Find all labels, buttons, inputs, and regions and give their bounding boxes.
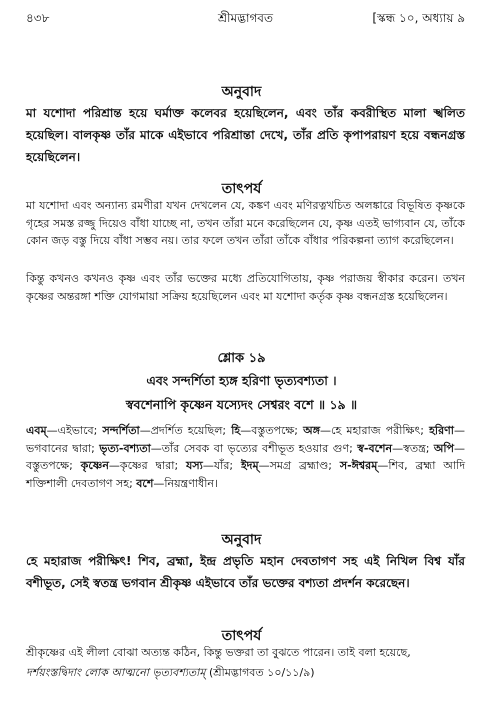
synonym-meaning: তাঁর সেবক বা ভৃত্যের বশীভূত হওয়ার গুণ; bbox=[161, 441, 358, 455]
synonym-word: ভৃত্য-বশ্যতা bbox=[99, 441, 151, 455]
synonym-meaning: হে মহারাজ পরীক্ষিৎ; bbox=[331, 424, 430, 437]
purport-2-quote: দর্শয়ংস্তদ্বিদাং লোক আত্মনো ভৃত্যবশ্যতাম্ bbox=[26, 666, 206, 679]
purport-2-heading: তাৎপর্য bbox=[221, 628, 262, 644]
verse-line-2: স্ববশেনাপি কৃষ্ণেন যস্যেদং সেশ্বরং বশে ॥ ১৯ ॥ bbox=[125, 397, 358, 412]
synonym-word: বশে bbox=[136, 476, 154, 490]
translation-2-heading: অনুবাদ bbox=[221, 532, 262, 548]
synonym-word: স্ব-বশেন bbox=[357, 441, 393, 455]
synonym-meaning: প্রদর্শিত হয়েছিল; bbox=[150, 424, 232, 437]
verse-number: শ্লোক ১৯ bbox=[217, 351, 266, 366]
translation-2-text: হে মহারাজ পরীক্ষিৎ! শিব, ব্রহ্মা, ইন্দ্র প্রভৃতি মহান দেবতাগণ সহ এই নিখিল বিশ্ব যাঁর বশীভূত, সেই স্বতন্ত্র ভগবান শ্রীকৃষ্ণ এইভাবে তাঁর ভক্তের বশ্যতা প্রদর্শন করেছেন। bbox=[26, 554, 465, 590]
synonym-word: অপি bbox=[433, 441, 454, 455]
purport-paragraph-2: কিন্তু কখনও কখনও কৃষ্ণ এবং তাঁর ভক্তের মধ্যে প্রতিযোগিতায়, কৃষ্ণ পরাজয় স্বীকার করেন। তখন কৃষ্ণের অন্তরঙ্গা শক্তি যোগমায়া সক্রিয় হয়েছিলেন এবং মা যশোদা কর্তৃক কৃষ্ণ বন্ধনগ্রস্ত হয়েছিলেন। bbox=[26, 272, 465, 303]
translation-heading: অনুবাদ bbox=[221, 84, 262, 100]
synonym-word: ইদম্ bbox=[240, 459, 259, 472]
synonym-word: অঙ্গ bbox=[303, 424, 320, 437]
synonym-meaning: বস্তুতপক্ষে; bbox=[26, 459, 81, 472]
synonym-meaning: বস্তুতপক্ষে; bbox=[251, 424, 304, 437]
synonym-meaning: স্বতন্ত্র; bbox=[403, 441, 434, 455]
synonym-meaning: সমগ্র ব্রহ্মাণ্ড; bbox=[269, 459, 340, 472]
page-number: ৪৩৮ bbox=[26, 11, 50, 25]
translation-text: মা যশোদা পরিশ্রান্ত হয়ে ঘর্মাক্ত কলেবর হয়েছিলেন, এবং তাঁর কবরীস্থিত মালা স্খলিত হয়েছিল। বালকৃষ্ণ তাঁর মাকে এইভাবে পরিশ্রান্তা দেখে, তাঁর প্রতি কৃপাপরায়ণ হয়ে বন্ধনগ্রস্ত হয়েছিলেন। bbox=[26, 106, 465, 164]
synonym-meaning: শিব, ব্রহ্মা আদি শক্তিশালী দেবতাগণ সহ; bbox=[26, 459, 466, 490]
synonym-word: এবম্ bbox=[26, 424, 47, 437]
chapter-reference: [স্কন্ধ ১০, অধ্যায় ৯ bbox=[372, 11, 465, 25]
purport-paragraph-1: মা যশোদা এবং অন্যান্য রমণীরা যখন দেখলেন যে, কঙ্কণ এবং মণিরত্নখচিত অলঙ্কারে বিভূষিত কৃষ্ণকে গৃহের সমস্ত রজ্জু দিয়েও বাঁধা যাচ্ছে না, তখন তাঁরা মনে করেছিলেন যে, কৃষ্ণ এতই ভাগ্যবান যে, তাঁকে কোন জড় বস্তু দিয়ে বাঁধা সম্ভব নয়। তার ফলে তখন তাঁরা তাঁকে বাঁধার পরিকল্পনা ত্যাগ করেছিলেন। bbox=[26, 199, 465, 247]
synonym-word: কৃষ্ণেন bbox=[80, 459, 109, 472]
page-header bbox=[26, 8, 465, 28]
synonym-word: স-ঈশ্বরম্ bbox=[339, 459, 378, 472]
purport-2-reference: (শ্রীমদ্ভাগবত ১০/১১/৯) bbox=[205, 666, 315, 679]
synonym-word: যস্য bbox=[186, 459, 203, 472]
synonym-meaning: যাঁর; bbox=[213, 459, 241, 472]
synonym-word: হি bbox=[231, 424, 241, 437]
verse-line-1: এবং সন্দর্শিতা হ্যঙ্গ হরিণা ভৃত্যবশ্যতা । bbox=[146, 373, 337, 388]
book-title: শ্রীমদ্ভাগবত bbox=[217, 11, 273, 25]
synonym-meaning: কৃষ্ণের দ্বারা; bbox=[119, 459, 187, 472]
purport-2-text bbox=[26, 643, 465, 683]
word-for-word-synonyms: এবম্—এইভাবে; সন্দর্শিতা—প্রদর্শিত হয়েছিল; হি—বস্তুতপক্ষে; অঙ্গ—হে মহারাজ পরীক্ষিৎ; হরিণা—ভগবানের দ্বারা; ভৃত্য-বশ্যতা—তাঁর সেবক বা ভৃত্যের বশীভূত হওয়ার গুণ; স্ব-বশেন—স্বতন্ত্র; অপি—বস্তুতপক্ষে; কৃষ্ণেন—কৃষ্ণের দ্বারা; যস্য—যাঁর; ইদম্—সমগ্র ব্রহ্মাণ্ড; স-ঈশ্বরম্—শিব, ব্রহ্মা আদি শক্তিশালী দেবতাগণ সহ; বশে—নিয়ন্ত্রণাধীন। bbox=[26, 424, 466, 490]
synonym-meaning: ভগবানের দ্বারা; bbox=[26, 441, 100, 455]
synonym-word: হরিণা bbox=[429, 424, 454, 437]
synonym-meaning: নিয়ন্ত্রণাধীন। bbox=[164, 476, 218, 490]
purport-2-body: শ্রীকৃষ্ণের এই লীলা বোঝা অত্যন্ত কঠিন, কিন্তু ভক্তরা তা বুঝতে পারেন। তাই বলা হয়েছে, bbox=[26, 646, 411, 659]
purport-heading: তাৎপর্য bbox=[221, 181, 262, 197]
synonym-word: সন্দর্শিতা bbox=[102, 424, 140, 437]
synonym-meaning: এইভাবে; bbox=[57, 424, 103, 437]
